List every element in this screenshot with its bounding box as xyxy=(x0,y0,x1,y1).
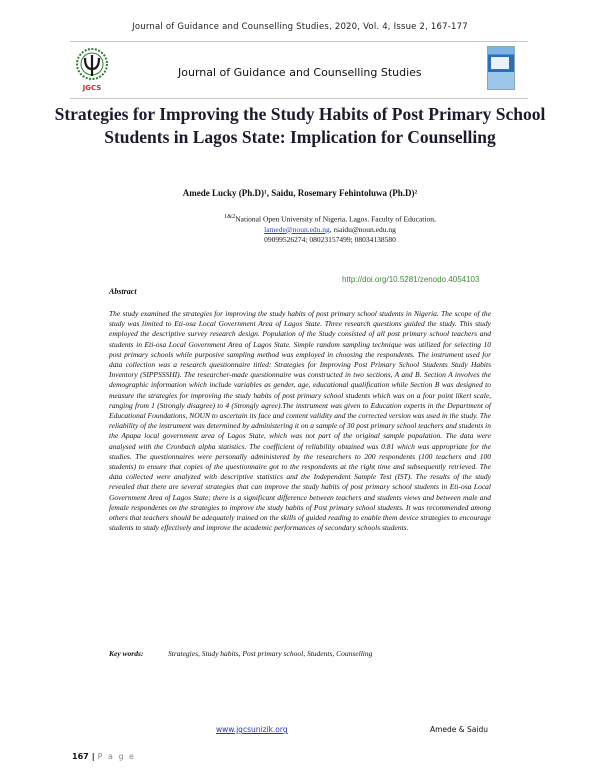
abstract-heading: Abstract xyxy=(109,287,137,296)
footer-website-link[interactable]: www.jgcsunizik.org xyxy=(216,725,288,734)
journal-cover-thumbnail xyxy=(487,46,515,90)
affiliation-superscript: 1&2 xyxy=(224,213,236,220)
email-link[interactable]: lamede@noun.edu.ng xyxy=(264,224,330,234)
journal-citation: Journal of Guidance and Counselling Studies, 2020, Vol. 4, Issue 2, 167-177 xyxy=(132,22,468,32)
page-number: 167 xyxy=(72,752,89,761)
logo-text: JGCS xyxy=(82,84,102,92)
keywords-list: Strategies, Study habits, Post primary school, Students, Counselling xyxy=(168,649,373,658)
email-secondary: , rsaidu@noun.edu.ng xyxy=(329,224,396,234)
header-rule-top xyxy=(70,41,528,42)
journal-logo xyxy=(72,45,112,93)
keywords-label: Key words: xyxy=(109,649,144,658)
page-divider: | xyxy=(91,752,95,761)
header-rule-bottom xyxy=(70,98,528,99)
phone-numbers: 09099526274; 08023157499; 08034138580 xyxy=(264,234,396,244)
author-affiliation xyxy=(180,212,480,245)
article-title: Strategies for Improving the Study Habits of Post Primary School Students in Lagos State: Implication for Counselling xyxy=(54,104,546,147)
page-label: P a g e xyxy=(97,752,136,761)
article-authors: Amede Lucky (Ph.D)¹, Saidu, Rosemary Fehintoluwa (Ph.D)² xyxy=(182,188,418,198)
doi-link[interactable]: http://doi.org/10.5281/zenodo.4054103 xyxy=(342,275,480,284)
journal-name: Journal of Guidance and Counselling Studies xyxy=(178,66,422,79)
affiliation-text: National Open University of Nigeria, Lagos. Faculty of Education, xyxy=(235,214,436,224)
abstract-text: The study examined the strategies for improving the study habits of post primary school students in Nigeria. The scope of the study was limited to Eti-osa Local Government Area of Lagos State. Three research questions guided the study. This study employed the descriptive survey research design. Population of the Study consisted of all post primary school teachers and students in Eti-osa Local Government Area of Lagos State. Simple random sampling technique was utilized for selecting 10 post primary schools while purposive sampling method was employed in choosing the respondents. The instrument used for data collection was a research questionnaire titled: Strategies for Improving Post Primary School Students Study Habits Inventory (SIPPSSSHI). The researcher-made questionnaire was constructed in two sections, A and B. Section A involves the demographic information which include variables as gender, age, educational qualification while Section B was designed to measure the strategies for improving the study habits of post primary school students which was on a four point likert scale, ranging from 1 (Strongly disagree) to 4 (Strongly agree).The instrument was given to Education experts in the Department of Educational Foundations, NOUN to ascertain its face and content validity and the corrected version was used in the study. The reliability of the instrument was determined by administering it on a sample of 30 post primary school teachers and students in the Apapa local government area of Lagos State, which was not part of the original sample population. The data were analysed with the Cronbach alpha statistics. The coefficient of reliability obtained was 0.81 which was appropriate for the studies. The questionnaires were personally administered by the researchers to 200 respondents (100 teachers and 100 students) to ensure that copies of the questionnaire got to the respondents at the right time and subsequently retrieved. The data collected were analyzed with descriptive statistics and the Independent Sample Test (IST). The results of the study revealed that there are several strategies that can improve the study habits of post primary school students in Eti-osa Local Government Area of Lagos State; there is a significant difference between teachers and students views and between male and female respondents on the strategies to improve the study habits of Post primary school students. It was recommended among others that teachers should be adequately trained on the skills of guided reading to enable them device strategies to encourage students to study effectively and improve the academic performances of secondary schools students. xyxy=(109,309,491,533)
page-footer xyxy=(72,752,135,761)
footer-authors: Amede & Saidu xyxy=(430,725,488,734)
